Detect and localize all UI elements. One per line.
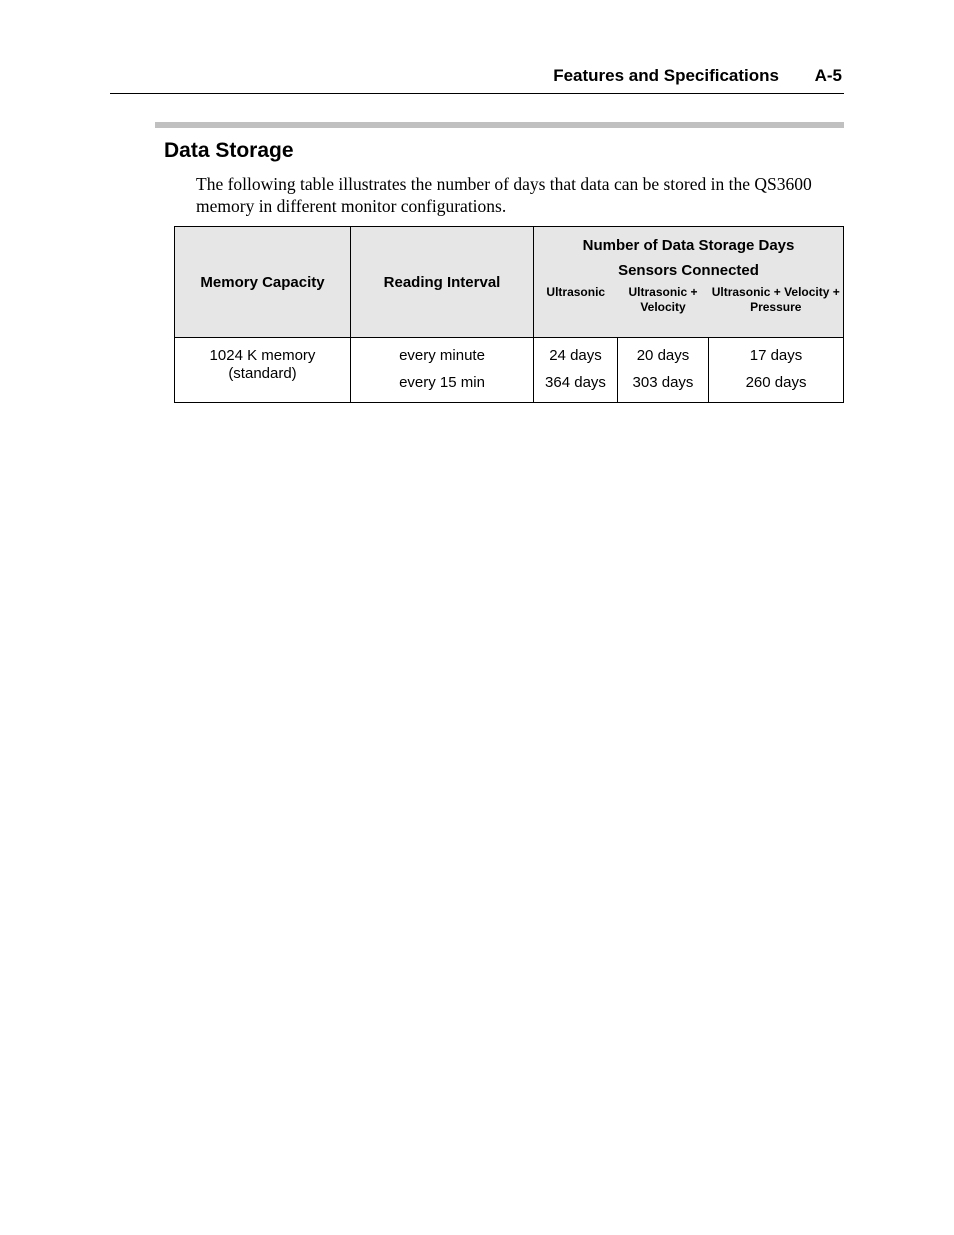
days-cell: 260 days: [709, 373, 844, 403]
running-header: [110, 64, 844, 94]
header-ultrasonic-velocity-pressure: Ultrasonic + Velocity + Pressure: [709, 283, 844, 338]
memory-capacity-cell: 1024 K memory (standard): [175, 338, 351, 403]
days-cell: 364 days: [534, 373, 618, 403]
interval-cell: every 15 min: [351, 373, 534, 403]
header-reading-interval: Reading Interval: [351, 227, 534, 338]
running-header-title: Features and Specifications: [553, 66, 779, 85]
data-storage-table: [174, 226, 844, 403]
intro-paragraph: The following table illustrates the number of days that data can be stored in the QS3600 memory in different monitor configurations.: [196, 174, 812, 216]
section-title: Data Storage: [164, 139, 294, 162]
days-cell: 303 days: [618, 373, 709, 403]
interval-cell: every minute: [351, 338, 534, 374]
header-storage-days: Number of Data Storage Days: [534, 227, 844, 258]
table-row: [175, 338, 844, 374]
page-number: A-5: [814, 66, 842, 85]
header-memory-capacity: Memory Capacity: [175, 227, 351, 338]
section-divider: [155, 122, 844, 128]
header-sensors-connected: Sensors Connected: [534, 257, 844, 283]
header-ultrasonic-velocity: Ultrasonic + Velocity: [618, 283, 709, 338]
header-ultrasonic: Ultrasonic: [534, 283, 618, 338]
days-cell: 20 days: [618, 338, 709, 374]
days-cell: 17 days: [709, 338, 844, 374]
days-cell: 24 days: [534, 338, 618, 374]
